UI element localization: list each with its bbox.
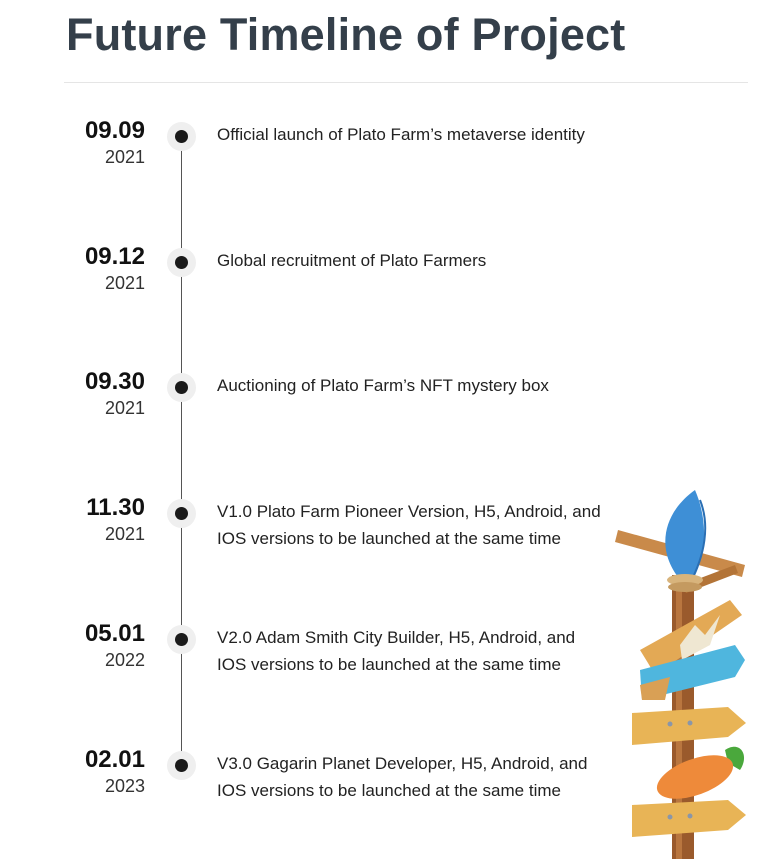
- timeline-dot-icon: [167, 122, 196, 151]
- date-block: [85, 368, 145, 420]
- date-month-day: 09.12: [84, 243, 145, 270]
- timeline-dot-icon: [167, 625, 196, 654]
- date-block: [86, 494, 145, 546]
- timeline-description: V2.0 Adam Smith City Builder, H5, Android, and IOS versions to be launched at the same time: [217, 628, 576, 674]
- timeline-description: V3.0 Gagarin Planet Developer, H5, Android, and IOS versions to be launched at the same time: [217, 754, 588, 800]
- date-block: [85, 620, 145, 672]
- timeline-dot-icon: [167, 751, 196, 780]
- signpost-illustration: [610, 485, 760, 859]
- timeline-description: Official launch of Plato Farm’s metaverse identity: [217, 125, 585, 144]
- page-title: Future Timeline of Project: [66, 9, 626, 60]
- date-year: 2023: [104, 776, 145, 796]
- date-year: 2021: [104, 273, 145, 293]
- date-month-day: 02.01: [84, 746, 145, 773]
- date-year: 2021: [104, 398, 145, 418]
- date-month-day: 11.30: [86, 494, 145, 521]
- timeline-description: Auctioning of Plato Farm’s NFT mystery box: [217, 376, 549, 395]
- date-block: [85, 117, 145, 169]
- timeline-dot-icon: [167, 248, 196, 277]
- timeline-description: Global recruitment of Plato Farmers: [217, 251, 487, 270]
- timeline-description: V1.0 Plato Farm Pioneer Version, H5, Android, and IOS versions to be launched at the same time: [217, 502, 601, 548]
- date-month-day: 09.30: [84, 368, 145, 395]
- divider: [64, 82, 748, 83]
- date-year: 2021: [104, 524, 145, 544]
- timeline-line: [181, 131, 182, 759]
- date-month-day: 09.09: [84, 117, 145, 144]
- date-block: [85, 746, 145, 798]
- date-month-day: 05.01: [84, 620, 145, 647]
- date-year: 2022: [104, 650, 145, 670]
- date-block: [85, 243, 145, 295]
- timeline-dot-icon: [167, 499, 196, 528]
- timeline-dot-icon: [167, 373, 196, 402]
- date-year: 2021: [104, 147, 145, 167]
